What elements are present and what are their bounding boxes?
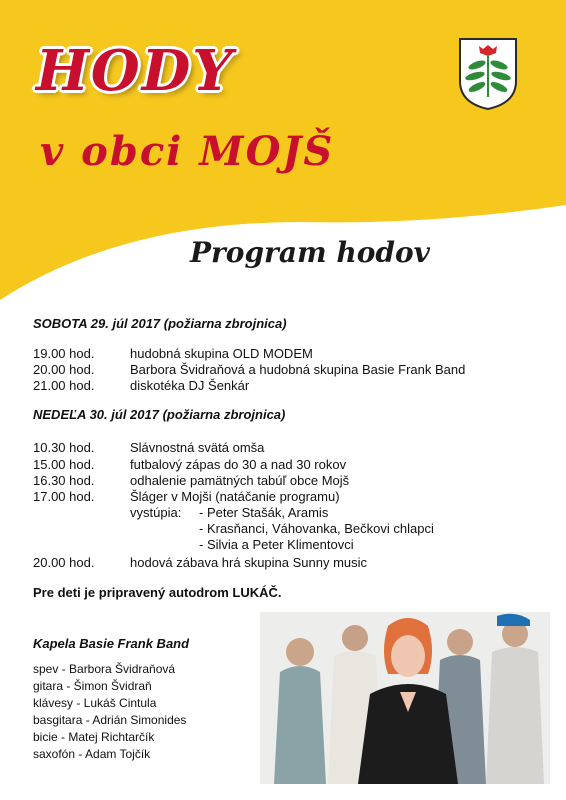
schedule-row — [33, 457, 346, 472]
schedule-time: 15.00 hod. — [33, 457, 95, 472]
performer-line: - Krasňanci, Váhovanka, Bečkovi chlapci — [199, 521, 434, 536]
schedule-row — [33, 440, 264, 455]
schedule-time: 20.00 hod. — [33, 362, 95, 377]
band-member: klávesy - Lukáš Cintula — [33, 696, 157, 710]
schedule-text: diskotéka DJ Šenkár — [130, 378, 250, 393]
performers-label: vystúpia: — [130, 505, 182, 520]
event-location: v obci MOJŠ — [40, 128, 335, 175]
sunday-heading: NEDEĽA 30. júl 2017 (požiarna zbrojnica) — [33, 407, 286, 422]
band-title: Kapela Basie Frank Band — [33, 636, 190, 651]
band-member: bicie - Matej Richtarčík — [33, 730, 155, 744]
schedule-text: hodová zábava hrá skupina Sunny music — [130, 555, 368, 570]
coat-of-arms-icon — [458, 37, 518, 111]
band-member: gitara - Šimon Švidraň — [33, 679, 152, 693]
schedule-time: 16.30 hod. — [33, 473, 95, 488]
schedule-text: futbalový zápas do 30 a nad 30 rokov — [130, 457, 347, 472]
band-photo — [260, 612, 550, 784]
schedule-row — [33, 473, 349, 488]
program-title: Program hodov — [190, 236, 430, 269]
performer-line: - Peter Stašák, Aramis — [199, 505, 329, 520]
schedule-text: hudobná skupina OLD MODEM — [130, 346, 313, 361]
schedule-row — [33, 346, 313, 361]
schedule-row — [33, 489, 340, 504]
schedule-row — [33, 362, 465, 377]
schedule-time: 20.00 hod. — [33, 555, 95, 570]
schedule-text: Slávnostná svätá omša — [130, 440, 265, 455]
kids-note: Pre deti je pripravený autodrom LUKÁČ. — [33, 585, 282, 600]
band-member: basgitara - Adrián Simonides — [33, 713, 187, 727]
schedule-time: 10.30 hod. — [33, 440, 95, 455]
schedule-time: 19.00 hod. — [33, 346, 95, 361]
event-title: HODY — [36, 38, 235, 104]
schedule-text: Šláger v Mojši (natáčanie programu) — [130, 489, 340, 504]
band-member: spev - Barbora Švidraňová — [33, 662, 176, 676]
schedule-text: odhalenie pamätných tabúľ obce Mojš — [130, 473, 350, 488]
schedule-time: 21.00 hod. — [33, 378, 95, 393]
performer-line: - Silvia a Peter Klimentovci — [199, 537, 354, 552]
saturday-heading: SOBOTA 29. júl 2017 (požiarna zbrojnica) — [33, 316, 287, 331]
band-member: saxofón - Adam Tojčík — [33, 747, 151, 761]
schedule-row — [33, 555, 367, 570]
schedule-row — [33, 378, 249, 393]
schedule-text: Barbora Švidraňová a hudobná skupina Basie Frank Band — [130, 362, 466, 377]
schedule-time: 17.00 hod. — [33, 489, 95, 504]
